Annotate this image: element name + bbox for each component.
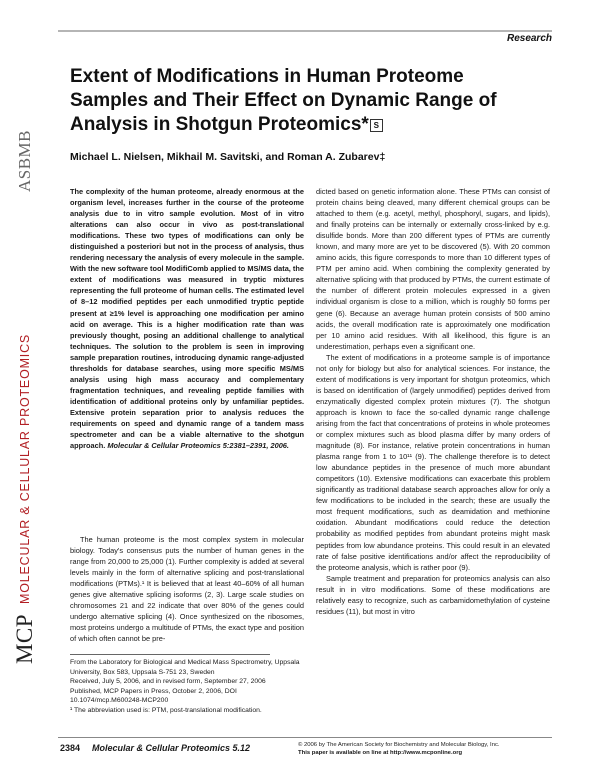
supplemental-material-icon[interactable]: S (370, 119, 383, 132)
online-availability[interactable]: This paper is available on line at http://www.mcponline.org (298, 750, 463, 756)
abstract-citation: Molecular & Cellular Proteomics 5:2381–2391, 2006. (107, 441, 289, 451)
header-rule (58, 30, 552, 32)
authors: Michael L. Nielsen, Mikhail M. Savitski, and Roman A. Zubarev‡ (70, 151, 386, 163)
footnotes (70, 658, 304, 716)
article-title (70, 65, 510, 137)
asbmb-logo (12, 96, 38, 226)
journal-branding (9, 238, 41, 760)
asbmb-text: ASBMB (15, 129, 34, 193)
footnote-published: Published, MCP Papers in Press, October 2, 2006, DOI 10.1074/mcp.M600248-MCP200 (70, 687, 237, 705)
footnote-abbreviation: ¹ The abbreviation used is: PTM, post-translational modification. (70, 706, 262, 714)
footnote-rule (70, 654, 270, 655)
journal-sidebar (0, 0, 50, 779)
copyright-block (298, 741, 550, 757)
page-number: 2384 (60, 743, 81, 753)
introduction (70, 534, 304, 644)
journal-volume: Molecular & Cellular Proteomics 5.12 (92, 743, 251, 753)
abstract (70, 186, 304, 451)
footnote-affiliation: From the Laboratory for Biological and Medical Mass Spectrometry, Uppsala University, Box 583, Uppsala S-751 23, Sweden (70, 659, 300, 676)
journal-name: MOLECULAR & CELLULAR PROTEOMICS (18, 333, 32, 604)
right-paragraph-2: The extent of modifications in a proteome sample is of importance not only for biology but also for analytical sciences. For instance, the extent of modifications is very important for shotgun proteomics, which is based on identification of (largely unmodified) peptides derived from enzymatically digested complex protein mixtures (7). The shotgun approach is known to face the so-called dynamic range challenge arising from the fact that concentrations of proteins in whole proteomes or complex mixtures such as blood plasma differ by many orders of magnitude (8). For instance, relative protein concentrations in human plasma range from 1 to 10¹¹ (9). The challenge therefore is to detect low abundance peptides in the presence of much more abundant competitors (10). Extensive modifications can exacerbate this problem significantly as traditional database search approaches allow for only a few modifications to be included in the search; these are usually the most frequent modifications, such as deamidation and methionine oxidation. Abundant modifications could reduce the detection probability as modified peptides from abundant proteins might mask peptides from low abundance proteins. This could result in an elevated rate of false positive identifications and/or affect the reproducibility of the proteome analysis, which is rather poor (9). (316, 352, 550, 572)
footnote-received: Received, July 5, 2006, and in revised form, September 27, 2006 (70, 678, 266, 686)
copyright-notice: © 2006 by The American Society for Biochemistry and Molecular Biology, Inc. (298, 742, 500, 748)
footer-rule (58, 737, 552, 738)
right-column (316, 186, 550, 617)
title-text: Extent of Modifications in Human Proteome Samples and Their Effect on Dynamic Range of Analysis in Shotgun Proteomics* (70, 66, 497, 135)
journal-abbr: MCP (12, 613, 37, 665)
right-paragraph-1: dicted based on genetic information alone. These PTMs can consist of protein chains being cleaved, many different chemical groups can be attached to them (e.g. acetyl, methyl, phosphoryl, sugars, and lipids), and finally proteins can be internally or externally cross-linked by e.g. disulfide bonds. More than 200 different types of PTMs are currently known, and many more are yet to be discovered (5). With 20 common amino acids, this figure corresponds to more than 10 different types of PTM per amino acid. When combining the complexity generated by alternative splicing with that produced by PTMs, the current estimate of the number of different protein molecules expressed in a given individual organism is close to a million, which is roughly 50 forms per gene (6). Because an average human protein consists of 500 amino acids, the overall modification rate is approximately one modification per 10 amino acid residues. With all likelihood, this figure is an underestimation, perhaps even a significant one. (316, 187, 550, 351)
intro-paragraph: The human proteome is the most complex system in molecular biology. Today's consensus puts the number of human genes in the range from 20,000 to 25,000 (1). Further complexity is added at several levels mainly in the form of alternative splicing and post-translational modifications (PTMs).¹ It is believed that at least 40–60% of all human genes give alternative splicing isoforms (2, 3). Large scale studies on chromosomes 21 and 22 indicate that over 80% of the genes could undergo alternative splicing (4). Once synthesized on the ribosomes, most proteins undergo a multitude of PTMs, the exact type and position of which often cannot be pre- (70, 535, 304, 644)
section-label: Research (506, 33, 552, 44)
abstract-text: The complexity of the human proteome, already enormous at the organism level, increases further in the course of the proteome analysis due to in vitro sample evolution. Most of in vitro alterations can also occur in vivo as post-translational modifications. These two types of modifications can only be distinguished a posteriori but not in the process of analysis, thus rendering necessary the analysis of every molecule in the sample. With the new software tool ModifiComb applied to MS/MS data, the extent of modifications was measured in tryptic mixtures representing the full proteome of human cells. The estimated level of 8–12 modified peptides per each unmodified tryptic peptide present at ≥1% level is approaching one modification per amino acid on average. This is a higher modification rate than was previously thought, posing an additional challenge to analytical techniques. The solution to the problem is seen in improving sample preparation routines, introducing dynamic range-adjusted thresholds for database searches, using more specific MS/MS analysis using high mass accuracy and complementary fragmentation techniques, and revealing peptide families with identification of additional proteins only by unfamiliar peptides. Extensive protein separation prior to analysis reduces the requirements on speed and dynamic range of a tandem mass spectrometer and can be a viable alternative to the shotgun approach. (70, 187, 304, 451)
right-paragraph-3: Sample treatment and preparation for proteomics analysis can also result in in vitro modifications. Some of these modifications are relatively easy to recognize, such as carbamidomethylation of cysteine residues (11), but most in vitro (316, 573, 550, 616)
